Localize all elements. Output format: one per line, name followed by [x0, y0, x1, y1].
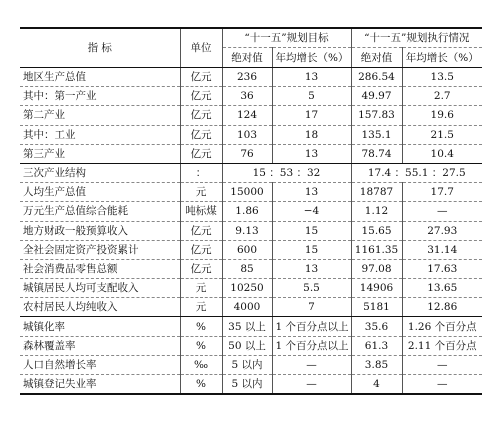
row-name: 森林覆盖率: [20, 336, 180, 355]
row-actual-absolute: 157.83: [351, 106, 402, 125]
row-target-absolute: 35 以上: [222, 317, 272, 336]
row-name: 社会消费品零售总额: [20, 259, 180, 278]
row-target-growth: 1 个百分点以上: [272, 317, 351, 336]
row-name: 其中：工业: [20, 125, 180, 144]
row-target-absolute: 1.86: [222, 202, 272, 221]
row-name: 三次产业结构: [20, 163, 180, 182]
row-actual-growth: —: [402, 355, 482, 374]
row-actual-absolute: 14906: [351, 279, 402, 298]
row-name: 城镇居民人均可支配收入: [20, 279, 180, 298]
row-target-growth: 5: [272, 87, 351, 106]
row-name: 万元生产总值综合能耗: [20, 202, 180, 221]
row-name: 地区生产总值: [20, 68, 180, 87]
row-unit: %: [180, 336, 222, 355]
row-unit: %: [180, 317, 222, 336]
row-actual-absolute: 5181: [351, 298, 402, 317]
row-target-growth: 15: [272, 240, 351, 259]
row-actual-growth: 31.14: [402, 240, 482, 259]
row-actual-absolute: 78.74: [351, 144, 402, 163]
row-target-absolute: 10250: [222, 279, 272, 298]
row-name: 城镇化率: [20, 317, 180, 336]
row-actual-absolute: 15.65: [351, 221, 402, 240]
row-unit: ‰: [180, 355, 222, 374]
row-target-absolute: 76: [222, 144, 272, 163]
table-row: [20, 375, 482, 395]
row-name: 人口自然增长率: [20, 355, 180, 374]
row-actual-absolute: 18787: [351, 183, 402, 202]
table-row: [20, 68, 482, 87]
table-row: [20, 317, 482, 336]
row-target-absolute: 124: [222, 106, 272, 125]
table-row: [20, 336, 482, 355]
row-target-absolute: 15000: [222, 183, 272, 202]
table-row: [20, 163, 482, 182]
row-actual-absolute: 97.08: [351, 259, 402, 278]
header-actual-absolute: 绝对值: [351, 48, 402, 68]
row-name: 农村居民人均纯收入: [20, 298, 180, 317]
header-target-group: “十一五”规划目标: [222, 28, 351, 48]
row-actual-absolute: 35.6: [351, 317, 402, 336]
header-target-absolute: 绝对值: [222, 48, 272, 68]
table-row: [20, 221, 482, 240]
row-unit: 元: [180, 298, 222, 317]
table-row: [20, 202, 482, 221]
row-target-growth: 13: [272, 144, 351, 163]
row-unit: 亿元: [180, 144, 222, 163]
row-actual-growth: 13.5: [402, 68, 482, 87]
row-actual-absolute: 4: [351, 375, 402, 395]
row-target-absolute: 85: [222, 259, 272, 278]
row-actual-absolute: 286.54: [351, 68, 402, 87]
row-target-growth: 1 个百分点以上: [272, 336, 351, 355]
row-actual-growth: 17.7: [402, 183, 482, 202]
row-unit: 亿元: [180, 106, 222, 125]
table-row: [20, 144, 482, 163]
table-row: [20, 106, 482, 125]
row-unit: 亿元: [180, 87, 222, 106]
row-target-growth: 17: [272, 106, 351, 125]
row-unit: 亿元: [180, 125, 222, 144]
table-row: [20, 183, 482, 202]
row-unit: 元: [180, 279, 222, 298]
row-unit: 亿元: [180, 240, 222, 259]
row-unit: 亿元: [180, 259, 222, 278]
row-actual-growth: 1.26 个百分点: [402, 317, 482, 336]
row-target-growth: —: [272, 355, 351, 374]
header-target-growth: 年均增长（%）: [272, 48, 351, 68]
row-target-absolute: 600: [222, 240, 272, 259]
row-target-absolute: 9.13: [222, 221, 272, 240]
row-actual-growth: 10.4: [402, 144, 482, 163]
row-target-absolute: 103: [222, 125, 272, 144]
row-actual-absolute: 1161.35: [351, 240, 402, 259]
row-name: 全社会固定资产投资累计: [20, 240, 180, 259]
row-target-absolute: 50 以上: [222, 336, 272, 355]
row-actual-growth: —: [402, 202, 482, 221]
row-actual-growth: —: [402, 375, 482, 395]
row-unit: ：: [180, 163, 222, 182]
row-actual-growth: 27.93: [402, 221, 482, 240]
row-actual-growth: 2.7: [402, 87, 482, 106]
row-name: 城镇登记失业率: [20, 375, 180, 395]
row-target-growth: 13: [272, 68, 351, 87]
row-name: 地方财政一般预算收入: [20, 221, 180, 240]
row-target-absolute: 5 以内: [222, 355, 272, 374]
row-target-absolute: 4000: [222, 298, 272, 317]
row-actual-absolute: 61.3: [351, 336, 402, 355]
row-actual-growth: 12.86: [402, 298, 482, 317]
plan-execution-table: [20, 27, 482, 395]
row-target-growth: 13: [272, 259, 351, 278]
row-actual-absolute: 3.85: [351, 355, 402, 374]
row-actual-absolute: 49.97: [351, 87, 402, 106]
row-actual-absolute: 135.1: [351, 125, 402, 144]
row-actual-growth: 17.63: [402, 259, 482, 278]
row-unit: 吨标煤: [180, 202, 222, 221]
row-actual-growth: 2.11 个百分点: [402, 336, 482, 355]
row-name: 第三产业: [20, 144, 180, 163]
row-target-absolute: 5 以内: [222, 375, 272, 395]
row-unit: %: [180, 375, 222, 395]
row-unit: 亿元: [180, 221, 222, 240]
row-actual-growth: 19.6: [402, 106, 482, 125]
header-indicator: 指 标: [20, 28, 180, 68]
table-row: [20, 125, 482, 144]
row-unit: 元: [180, 183, 222, 202]
row-target-growth: 5.5: [272, 279, 351, 298]
row-actual-growth: 13.65: [402, 279, 482, 298]
header-row-1: [20, 28, 482, 48]
row-target-growth: −4: [272, 202, 351, 221]
row-target-absolute: 236: [222, 68, 272, 87]
row-target-absolute: 36: [222, 87, 272, 106]
row-target-growth: 15: [272, 221, 351, 240]
table-row: [20, 279, 482, 298]
table-row: [20, 259, 482, 278]
table-row: [20, 87, 482, 106]
row-name: 其中：第一产业: [20, 87, 180, 106]
row-target-growth: 7: [272, 298, 351, 317]
table-row: [20, 355, 482, 374]
row-target-structure: 15 ：53 ：32: [222, 163, 351, 182]
table-row: [20, 240, 482, 259]
header-unit: 单位: [180, 28, 222, 68]
row-name: 第二产业: [20, 106, 180, 125]
row-actual-structure: 17.4 ：55.1 ：27.5: [351, 163, 482, 182]
row-name: 人均生产总值: [20, 183, 180, 202]
row-target-growth: —: [272, 375, 351, 395]
row-unit: 亿元: [180, 68, 222, 87]
table-row: [20, 298, 482, 317]
row-target-growth: 13: [272, 183, 351, 202]
header-actual-group: “十一五”规划执行情况: [351, 28, 482, 48]
row-actual-growth: 21.5: [402, 125, 482, 144]
row-actual-absolute: 1.12: [351, 202, 402, 221]
row-target-growth: 18: [272, 125, 351, 144]
header-actual-growth: 年均增长（%）: [402, 48, 482, 68]
